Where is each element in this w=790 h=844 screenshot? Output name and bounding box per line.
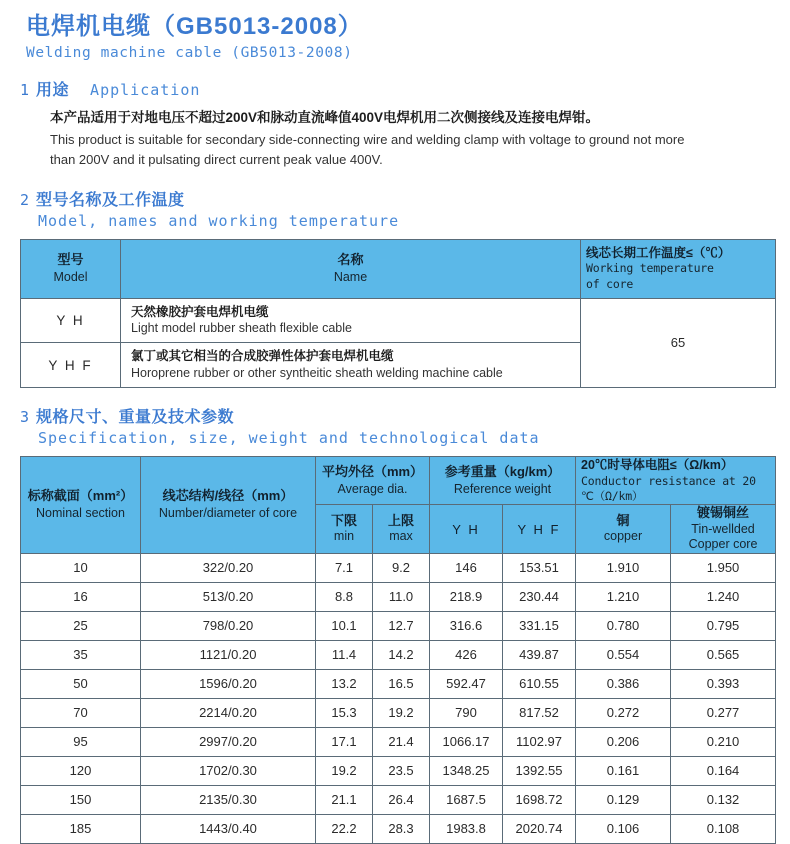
cell-model: Y H F xyxy=(21,343,121,388)
col-header-conductor-resistance xyxy=(576,457,776,505)
cell-diameter-min: 13.2 xyxy=(316,669,373,698)
cell-weight-yhf: 230.44 xyxy=(503,582,576,611)
col-header-working-temperature xyxy=(581,239,776,298)
col-header-nominal-en: Nominal section xyxy=(36,506,125,521)
cell-name-en: Horoprene rubber or other syntheitic sheath welding machine cable xyxy=(131,366,503,381)
cell-resistance-copper: 0.272 xyxy=(576,698,671,727)
col-header-dia-max xyxy=(373,505,430,554)
cell-resistance-copper: 0.106 xyxy=(576,814,671,843)
table-row xyxy=(21,727,776,756)
col-header-resistance-tinned xyxy=(671,505,776,554)
cell-weight-yh: 218.9 xyxy=(430,582,503,611)
col-header-nominal-cn: 标称截面（mm²） xyxy=(27,488,134,504)
cell-diameter-max: 23.5 xyxy=(373,756,430,785)
col-header-tin-en-2: Copper core xyxy=(688,537,758,552)
col-header-resist-en-1: Conductor resistance at 20 xyxy=(581,473,756,488)
cell-nominal-section: 150 xyxy=(21,785,141,814)
cell-resistance-tinned: 0.164 xyxy=(671,756,776,785)
col-header-weight-yh-label: Y H xyxy=(452,521,480,537)
cell-nominal-section: 35 xyxy=(21,640,141,669)
cell-core-structure: 2997/0.20 xyxy=(141,727,316,756)
cell-diameter-min: 7.1 xyxy=(316,553,373,582)
section-title-cn: 型号名称及工作温度 xyxy=(36,191,185,209)
cell-weight-yhf: 817.52 xyxy=(503,698,576,727)
section-number: 1 xyxy=(20,81,30,99)
cell-name xyxy=(121,343,581,388)
cell-weight-yhf: 1698.72 xyxy=(503,785,576,814)
col-header-max-en: max xyxy=(389,529,413,544)
col-header-weight-en: Reference weight xyxy=(453,482,552,496)
cell-resistance-copper: 0.780 xyxy=(576,611,671,640)
cell-diameter-min: 17.1 xyxy=(316,727,373,756)
cell-diameter-max: 21.4 xyxy=(373,727,430,756)
cell-diameter-min: 15.3 xyxy=(316,698,373,727)
col-header-temp-en-2: of core xyxy=(586,276,634,291)
col-header-name-en: Name xyxy=(333,269,368,284)
cell-weight-yh: 790 xyxy=(430,698,503,727)
section-model-heading xyxy=(20,187,790,210)
col-header-dia-min xyxy=(316,505,373,554)
model-table-wrapper xyxy=(0,239,790,389)
cell-core-structure: 1443/0.40 xyxy=(141,814,316,843)
cell-weight-yhf: 1392.55 xyxy=(503,756,576,785)
cell-core-structure: 798/0.20 xyxy=(141,611,316,640)
cell-resistance-copper: 0.161 xyxy=(576,756,671,785)
cell-diameter-min: 21.1 xyxy=(316,785,373,814)
col-header-temp-en-1: Working temperature xyxy=(586,261,714,276)
section-title-en: Specification, size, weight and technological data xyxy=(38,429,540,448)
cell-resistance-tinned: 0.277 xyxy=(671,698,776,727)
col-header-tin-en-1: Tin-wellded xyxy=(691,521,755,536)
section-title-cn: 规格尺寸、重量及技术参数 xyxy=(36,409,235,427)
cell-weight-yhf: 610.55 xyxy=(503,669,576,698)
section-application-heading xyxy=(20,77,790,100)
table-row xyxy=(21,669,776,698)
page-title-block xyxy=(0,0,790,61)
col-header-tin-cn: 镀锡铜丝 xyxy=(697,505,750,521)
table-row xyxy=(21,582,776,611)
cell-resistance-tinned: 1.950 xyxy=(671,553,776,582)
cell-diameter-min: 10.1 xyxy=(316,611,373,640)
spec-table xyxy=(20,456,776,844)
cell-nominal-section: 16 xyxy=(21,582,141,611)
cell-core-structure: 1121/0.20 xyxy=(141,640,316,669)
cell-diameter-max: 12.7 xyxy=(373,611,430,640)
cell-core-structure: 2214/0.20 xyxy=(141,698,316,727)
cell-nominal-section: 50 xyxy=(21,669,141,698)
cell-weight-yhf: 439.87 xyxy=(503,640,576,669)
section-application xyxy=(0,77,790,171)
cell-nominal-section: 25 xyxy=(21,611,141,640)
col-header-avgdia-cn: 平均外径（mm） xyxy=(321,464,424,480)
section-title-cn: 用途 xyxy=(36,82,70,99)
col-header-core-en: Number/diameter of core xyxy=(158,506,298,521)
cell-weight-yh: 1066.17 xyxy=(430,727,503,756)
cell-weight-yhf: 1102.97 xyxy=(503,727,576,756)
col-header-temp-cn: 线芯长期工作温度≤（℃） xyxy=(586,245,731,260)
cell-diameter-min: 11.4 xyxy=(316,640,373,669)
table-row xyxy=(21,698,776,727)
col-header-min-en: min xyxy=(333,529,355,544)
table-row xyxy=(21,298,776,343)
application-paragraph xyxy=(20,108,790,171)
table-header-row-top xyxy=(21,457,776,505)
cell-diameter-max: 26.4 xyxy=(373,785,430,814)
cell-resistance-tinned: 0.393 xyxy=(671,669,776,698)
col-header-weight-yhf-label: Y H F xyxy=(517,521,561,537)
cell-name-cn: 天然橡胶护套电焊机电缆 xyxy=(131,304,269,319)
col-header-model-en: Model xyxy=(53,269,88,284)
cell-weight-yh: 426 xyxy=(430,640,503,669)
cell-diameter-max: 14.2 xyxy=(373,640,430,669)
col-header-resist-en-2: ℃（Ω/km） xyxy=(581,488,644,503)
cell-nominal-section: 10 xyxy=(21,553,141,582)
col-header-resist-cn: 20℃时导体电阻≤（Ω/km） xyxy=(581,458,734,473)
cell-weight-yh: 592.47 xyxy=(430,669,503,698)
cell-name-cn: 氯丁或其它相当的合成胶弹性体护套电焊机电缆 xyxy=(131,349,394,364)
cell-weight-yh: 1983.8 xyxy=(430,814,503,843)
cell-working-temperature: 65 xyxy=(581,298,776,388)
table-row xyxy=(21,756,776,785)
col-header-average-diameter xyxy=(316,457,430,505)
cell-weight-yh: 1348.25 xyxy=(430,756,503,785)
cell-diameter-max: 9.2 xyxy=(373,553,430,582)
cell-resistance-copper: 0.554 xyxy=(576,640,671,669)
cell-weight-yhf: 2020.74 xyxy=(503,814,576,843)
cell-resistance-copper: 0.386 xyxy=(576,669,671,698)
model-table xyxy=(20,239,776,389)
page-title-cn: 电焊机电缆（GB5013-2008） xyxy=(26,13,363,40)
section-specification xyxy=(0,404,790,447)
col-header-min-cn: 下限 xyxy=(330,513,357,529)
cell-diameter-max: 11.0 xyxy=(373,582,430,611)
cell-diameter-min: 8.8 xyxy=(316,582,373,611)
cell-diameter-max: 16.5 xyxy=(373,669,430,698)
cell-diameter-max: 28.3 xyxy=(373,814,430,843)
cell-resistance-tinned: 1.240 xyxy=(671,582,776,611)
section-title-en: Model, names and working temperature xyxy=(38,211,400,230)
cell-weight-yh: 1687.5 xyxy=(430,785,503,814)
spec-table-wrapper xyxy=(0,456,790,844)
table-row xyxy=(21,814,776,843)
cell-core-structure: 1702/0.30 xyxy=(141,756,316,785)
cell-resistance-copper: 1.910 xyxy=(576,553,671,582)
application-text-cn: 本产品适用于对地电压不超过200V和脉动直流峰值400V电焊机用二次侧接线及连接电焊钳。 xyxy=(50,110,600,125)
page-title-en: Welding machine cable (GB5013-2008) xyxy=(26,45,353,61)
cell-resistance-tinned: 0.795 xyxy=(671,611,776,640)
cell-resistance-copper: 0.129 xyxy=(576,785,671,814)
cell-weight-yh: 316.6 xyxy=(430,611,503,640)
section-specification-heading xyxy=(20,404,790,427)
col-header-reference-weight xyxy=(430,457,576,505)
cell-name-en: Light model rubber sheath flexible cable xyxy=(131,321,352,336)
table-row xyxy=(21,611,776,640)
cell-weight-yhf: 331.15 xyxy=(503,611,576,640)
table-row xyxy=(21,640,776,669)
col-header-weight-cn: 参考重量（kg/km） xyxy=(444,464,561,480)
table-header-row xyxy=(21,239,776,298)
cell-resistance-copper: 1.210 xyxy=(576,582,671,611)
col-header-weight-yh xyxy=(430,505,503,554)
col-header-model-cn: 型号 xyxy=(57,251,84,267)
col-header-copper-en: copper xyxy=(603,529,643,544)
cell-core-structure: 513/0.20 xyxy=(141,582,316,611)
cell-nominal-section: 95 xyxy=(21,727,141,756)
cell-resistance-tinned: 0.132 xyxy=(671,785,776,814)
section-title-en: Application xyxy=(90,81,201,99)
section-model xyxy=(0,187,790,230)
cell-resistance-tinned: 0.108 xyxy=(671,814,776,843)
application-text-en: This product is suitable for secondary side-connecting wire and welding clamp with voltage to ground not more than 200V and it pulsating direct current peak value 400V. xyxy=(50,132,685,168)
cell-nominal-section: 185 xyxy=(21,814,141,843)
table-row xyxy=(21,785,776,814)
col-header-core-cn: 线芯结构/线径（mm） xyxy=(162,488,294,504)
col-header-avgdia-en: Average dia. xyxy=(337,482,408,496)
col-header-nominal-section xyxy=(21,457,141,554)
table-row xyxy=(21,553,776,582)
cell-model: Y H xyxy=(21,298,121,343)
col-header-weight-yhf xyxy=(503,505,576,554)
cell-diameter-min: 22.2 xyxy=(316,814,373,843)
col-header-max-cn: 上限 xyxy=(387,513,414,529)
col-header-resistance-copper xyxy=(576,505,671,554)
cell-resistance-tinned: 0.210 xyxy=(671,727,776,756)
col-header-name xyxy=(121,239,581,298)
cell-resistance-copper: 0.206 xyxy=(576,727,671,756)
cell-weight-yhf: 153.51 xyxy=(503,553,576,582)
cell-core-structure: 2135/0.30 xyxy=(141,785,316,814)
col-header-copper-cn: 铜 xyxy=(616,513,630,529)
cell-weight-yh: 146 xyxy=(430,553,503,582)
col-header-name-cn: 名称 xyxy=(337,251,364,267)
cell-diameter-min: 19.2 xyxy=(316,756,373,785)
cell-nominal-section: 120 xyxy=(21,756,141,785)
spec-table-body xyxy=(21,553,776,843)
cell-core-structure: 322/0.20 xyxy=(141,553,316,582)
col-header-core-structure xyxy=(141,457,316,554)
section-number: 3 xyxy=(20,408,30,427)
cell-resistance-tinned: 0.565 xyxy=(671,640,776,669)
cell-core-structure: 1596/0.20 xyxy=(141,669,316,698)
section-number: 2 xyxy=(20,190,30,209)
cell-nominal-section: 70 xyxy=(21,698,141,727)
cell-diameter-max: 19.2 xyxy=(373,698,430,727)
cell-name xyxy=(121,298,581,343)
col-header-model xyxy=(21,239,121,298)
